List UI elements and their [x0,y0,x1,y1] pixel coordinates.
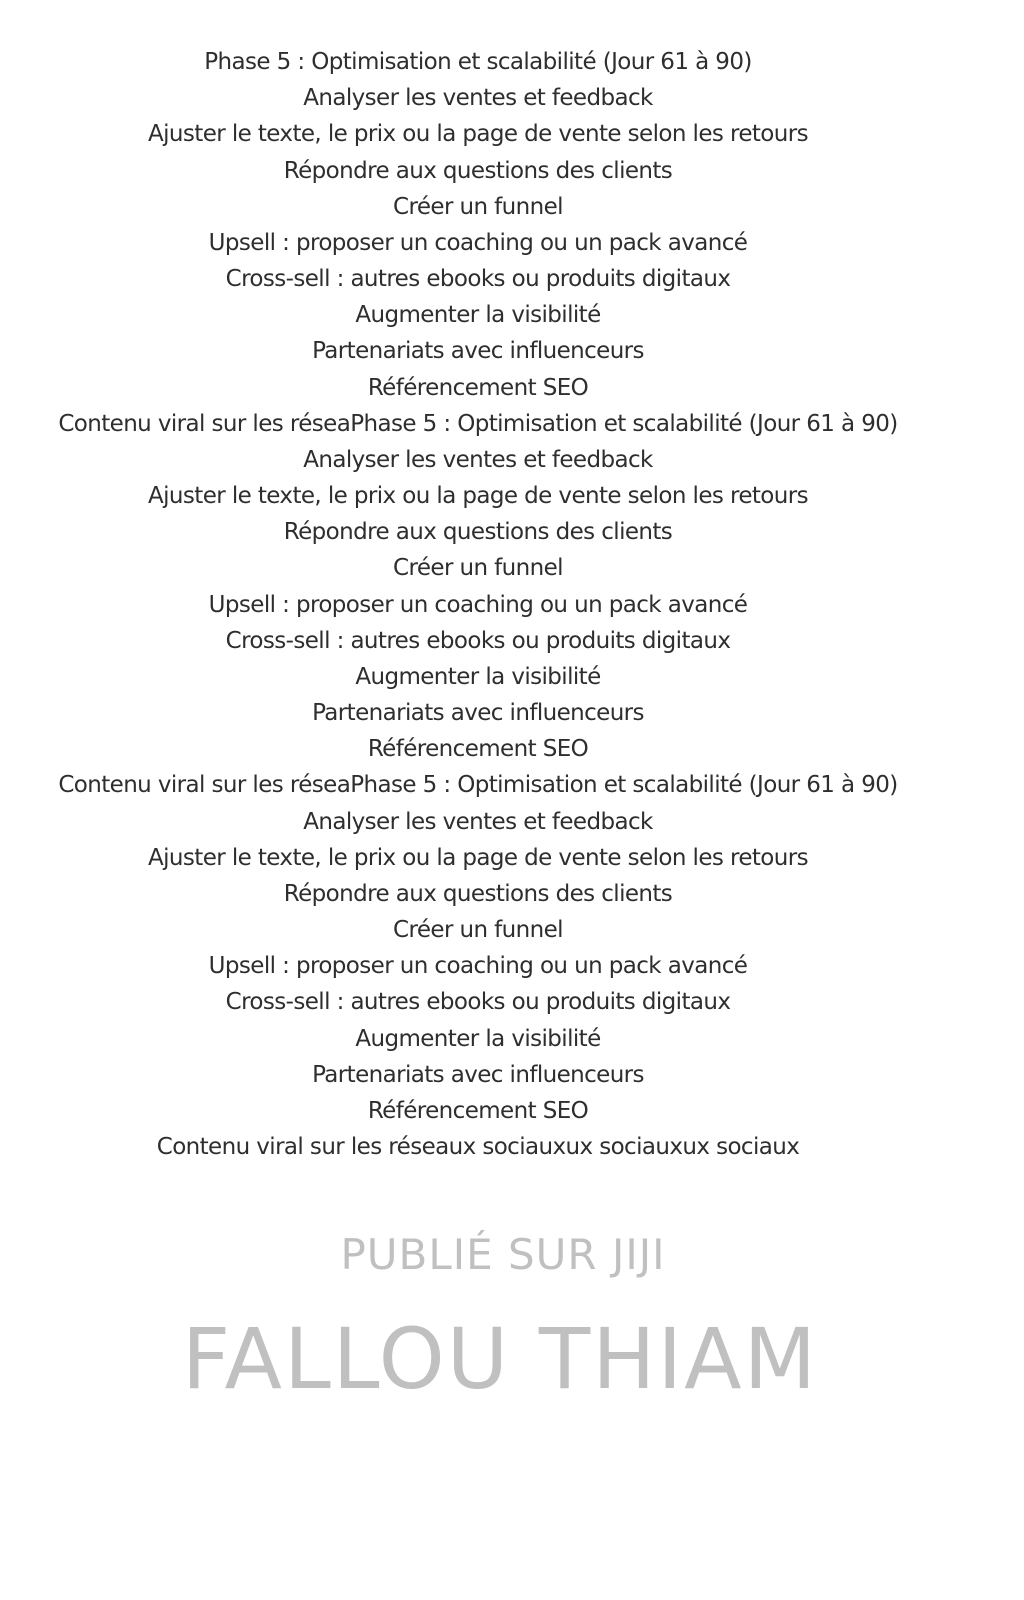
text-line: Augmenter la visibilité [355,302,601,329]
text-line: Cross-sell : autres ebooks ou produits digitaux [225,989,731,1016]
text-line: Augmenter la visibilité [355,663,601,690]
text-line: Ajuster le texte, le prix ou la page de vente selon les retours [148,483,808,510]
text-line: Créer un funnel [393,193,563,220]
text-line: Analyser les ventes et feedback [303,85,653,112]
text-line: Créer un funnel [393,555,563,582]
text-line: Contenu viral sur les réseaPhase 5 : Optimisation et scalabilité (Jour 61 à 90) [58,772,898,799]
text-line: Upsell : proposer un coaching ou un pack avancé [208,229,748,256]
text-line: Référencement SEO [367,1097,589,1124]
text-line: Upsell : proposer un coaching ou un pack avancé [208,953,748,980]
text-line: Contenu viral sur les réseaPhase 5 : Optimisation et scalabilité (Jour 61 à 90) [58,410,898,437]
text-line: Répondre aux questions des clients [283,519,673,546]
text-line: Ajuster le texte, le prix ou la page de vente selon les retours [148,844,808,871]
text-line: Contenu viral sur les réseaux sociauxux sociauxux sociaux [156,1134,800,1161]
text-line: Analyser les ventes et feedback [303,808,653,835]
text-line: Upsell : proposer un coaching ou un pack avancé [208,591,748,618]
text-line: Partenariats avec influenceurs [312,338,644,365]
text-line: Répondre aux questions des clients [283,880,673,907]
text-line: Partenariats avec influenceurs [312,1061,644,1088]
text-line: Phase 5 : Optimisation et scalabilité (Jour 61 à 90) [204,49,752,75]
text-line: Cross-sell : autres ebooks ou produits digitaux [225,266,731,293]
text-line: Partenariats avec influenceurs [312,700,644,727]
text-line: Analyser les ventes et feedback [303,446,653,473]
document-text [0,44,956,1165]
text-line: Cross-sell : autres ebooks ou produits digitaux [225,627,731,654]
text-line: Référencement SEO [367,374,589,401]
text-line: Répondre aux questions des clients [283,157,673,184]
text-line: Augmenter la visibilité [355,1025,601,1052]
watermark-publie-sur-jiji: PUBLIÉ SUR JIJI [340,1230,666,1279]
watermark-author-name: FALLOU THIAM [181,1310,819,1408]
text-line: Ajuster le texte, le prix ou la page de vente selon les retours [148,121,808,148]
text-line: Créer un funnel [393,917,563,944]
text-line: Référencement SEO [367,736,589,763]
